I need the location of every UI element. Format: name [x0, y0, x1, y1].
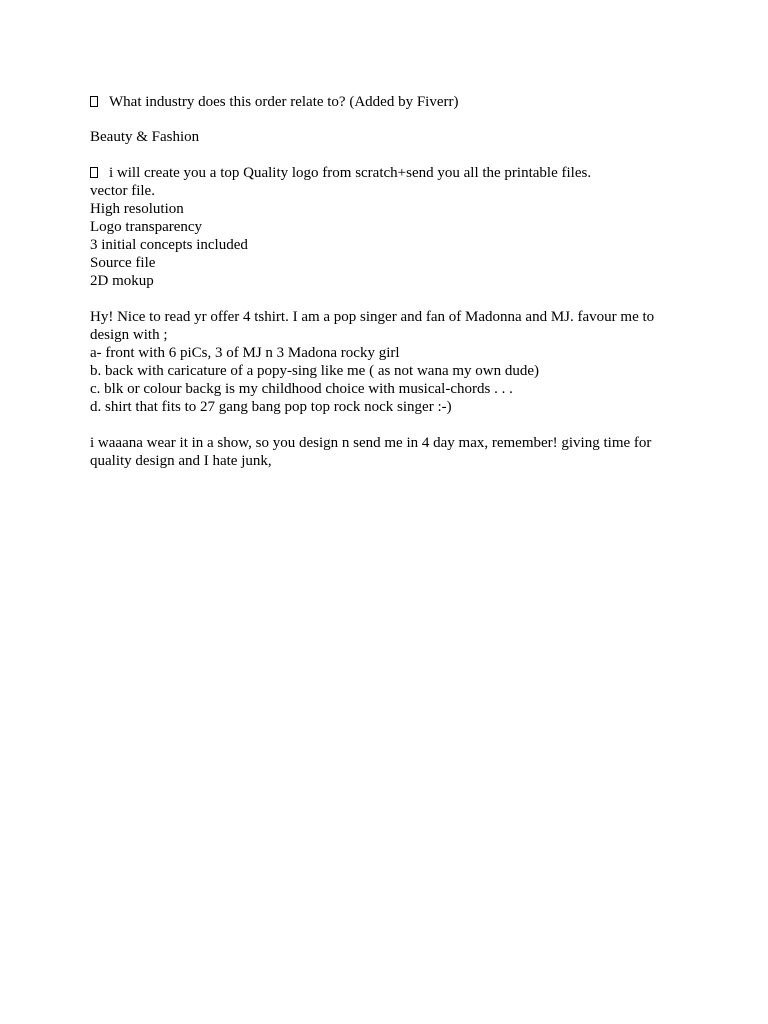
request-item: b. back with caricature of a popy-sing like me ( as not wana my own dude): [90, 363, 540, 379]
missing-glyph-icon: [90, 96, 98, 107]
industry-answer: Beauty & Fashion: [90, 129, 200, 145]
request-intro: Hy! Nice to read yr offer 4 tshirt. I am a pop singer and fan of Madonna and MJ. favour me to design with ;: [90, 309, 655, 343]
request-item: d. shirt that fits to 27 gang bang pop top rock nock singer :-): [90, 399, 452, 415]
offer-feature-list: [90, 182, 680, 290]
request-item: a- front with 6 piCs, 3 of MJ n 3 Madona rocky girl: [90, 345, 400, 361]
offer-feature: High resolution: [90, 201, 184, 217]
request-item: c. blk or colour backg is my childhood choice with musical-chords . . .: [90, 381, 513, 397]
offer-headline: [90, 164, 680, 182]
offer-feature: Logo transparency: [90, 219, 203, 235]
missing-glyph-icon: [90, 167, 98, 178]
closing-paragraph: i waaana wear it in a show, so you design n send me in 4 day max, remember! giving time for quality design and I hate junk,: [90, 435, 652, 469]
offer-feature: 3 initial concepts included: [90, 237, 248, 253]
document-page: [90, 93, 680, 470]
request-item-list: [90, 344, 680, 416]
offer-feature: vector file.: [90, 183, 155, 199]
offer-headline-text: i will create you a top Quality logo from scratch+send you all the printable files.: [109, 165, 592, 181]
industry-question: [90, 93, 680, 111]
offer-feature: 2D mokup: [90, 273, 154, 289]
industry-question-text: What industry does this order relate to? (Added by Fiverr): [109, 94, 459, 110]
offer-feature: Source file: [90, 255, 156, 271]
